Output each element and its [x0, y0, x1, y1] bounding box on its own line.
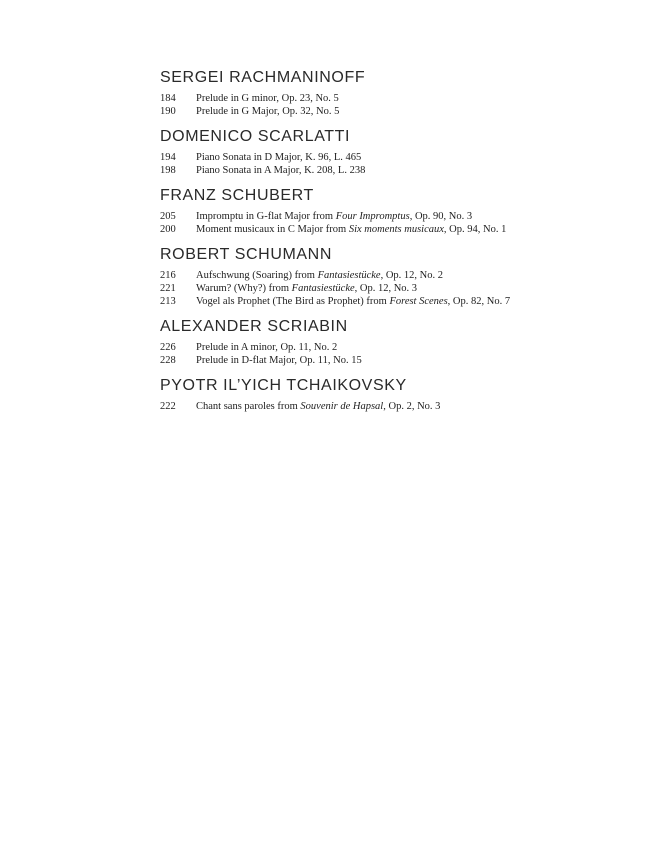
work-title-italic: Fantasiestücke	[317, 270, 381, 281]
toc-entry	[160, 151, 560, 164]
toc-entry-title	[196, 151, 361, 164]
toc-entry-title	[196, 223, 506, 236]
work-title-text: Vogel als Prophet (The Bird as Prophet) from	[196, 296, 390, 307]
work-title-text: Piano Sonata in A Major, K. 208, L. 238	[196, 165, 366, 176]
toc-entry	[160, 105, 560, 118]
toc-entry	[160, 341, 560, 354]
work-title-italic: Six moments musicaux	[348, 224, 444, 235]
work-title-text: Prelude in G minor, Op. 23, No. 5	[196, 93, 339, 104]
work-title-text: , Op. 2, No. 3	[383, 401, 441, 412]
work-title-text: , Op. 12, No. 3	[354, 283, 418, 294]
toc-entry-title	[196, 164, 365, 177]
toc-entry-page-number: 190	[160, 106, 176, 117]
toc-entry	[160, 269, 560, 282]
composer-heading: ROBERT SCHUMANN	[160, 246, 332, 263]
toc-entry-page-number: 226	[160, 342, 176, 353]
composer-section	[160, 376, 560, 413]
toc-entry-page-number: 198	[160, 165, 176, 176]
work-title-text: , Op. 82, No. 7	[447, 296, 511, 307]
work-title-italic: Four Impromptus	[335, 211, 410, 222]
composer-heading: DOMENICO SCARLATTI	[160, 128, 351, 145]
work-title-text: , Op. 90, No. 3	[409, 211, 473, 222]
composer-heading: FRANZ SCHUBERT	[160, 187, 314, 204]
toc-entry-title	[196, 341, 337, 354]
toc-entry-page-number: 194	[160, 152, 176, 163]
toc-entry	[160, 295, 560, 308]
toc-entry	[160, 223, 560, 236]
work-title-text: Prelude in D-flat Major, Op. 11, No. 15	[196, 355, 362, 366]
composer-section	[160, 127, 560, 177]
composer-heading: PYOTR IL’YICH TCHAIKOVSKY	[160, 377, 407, 394]
toc-entry-title	[196, 354, 362, 367]
work-title-text: , Op. 12, No. 2	[380, 270, 444, 281]
toc-entry-page-number: 216	[160, 270, 176, 281]
toc-entry-page-number: 221	[160, 283, 176, 294]
work-title-text: Prelude in G Major, Op. 32, No. 5	[196, 106, 340, 117]
work-title-text: Moment musicaux in C Major from	[196, 224, 349, 235]
work-title-text: , Op. 94, No. 1	[443, 224, 507, 235]
work-title-italic: Souvenir de Hapsal	[300, 401, 384, 412]
toc-entry-title	[196, 92, 339, 105]
toc-entry-title	[196, 282, 417, 295]
composer-section	[160, 68, 560, 118]
work-title-text: Warum? (Why?) from	[196, 283, 292, 294]
toc-entry-title	[196, 295, 510, 308]
work-title-text: Impromptu in G-flat Major from	[196, 211, 336, 222]
work-title-text: Piano Sonata in D Major, K. 96, L. 465	[196, 152, 362, 163]
toc-entry	[160, 164, 560, 177]
toc-entry	[160, 92, 560, 105]
composer-heading: SERGEI RACHMANINOFF	[160, 69, 366, 86]
toc-entry-title	[196, 400, 440, 413]
toc-entry	[160, 354, 560, 367]
toc-entry-page-number: 205	[160, 211, 176, 222]
composer-heading: ALEXANDER SCRIABIN	[160, 318, 348, 335]
toc-entry	[160, 400, 560, 413]
work-title-italic: Forest Scenes	[389, 296, 448, 307]
toc-entry-page-number: 200	[160, 224, 176, 235]
work-title-text: Prelude in A minor, Op. 11, No. 2	[196, 342, 338, 353]
toc-entry-page-number: 222	[160, 401, 176, 412]
toc-entry-page-number: 228	[160, 355, 176, 366]
toc-entry-page-number: 213	[160, 296, 176, 307]
composer-section	[160, 245, 560, 308]
toc-entry	[160, 210, 560, 223]
toc-entry-title	[196, 105, 339, 118]
work-title-text: Aufschwung (Soaring) from	[196, 270, 318, 281]
composer-section	[160, 186, 560, 236]
table-of-contents	[160, 68, 560, 422]
composer-section	[160, 317, 560, 367]
work-title-text: Chant sans paroles from	[196, 401, 301, 412]
toc-entry-page-number: 184	[160, 93, 176, 104]
toc-entry	[160, 282, 560, 295]
work-title-italic: Fantasiestücke	[291, 283, 355, 294]
toc-entry-title	[196, 269, 443, 282]
toc-entry-title	[196, 210, 472, 223]
